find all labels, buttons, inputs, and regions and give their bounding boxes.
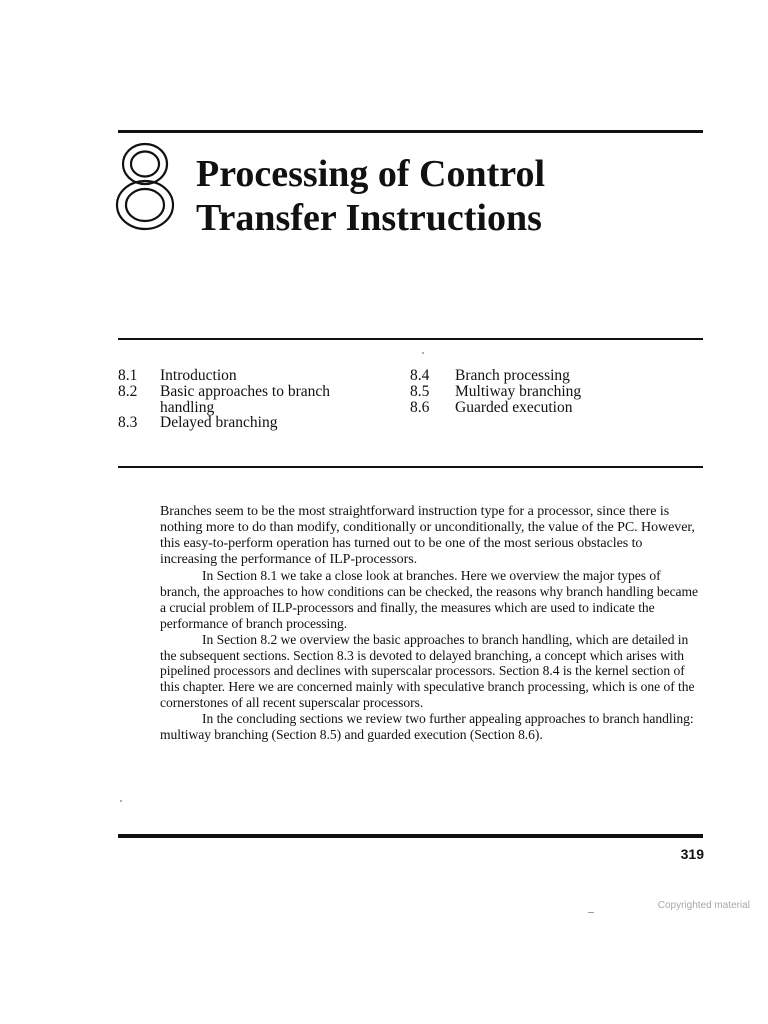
contents-item — [410, 368, 670, 384]
chapter-title — [196, 152, 696, 240]
contents-list-right — [410, 368, 670, 415]
section-title: Guarded execution — [455, 398, 573, 416]
chapter-number-outline — [112, 140, 178, 232]
section-title: Delayed branching — [160, 414, 278, 432]
contents-list-left — [118, 368, 378, 431]
intro-paragraph: Branches seem to be the most straightforward instruction type for a processor, since there is nothing more to do than modify, conditionally or unconditionally, the value of the PC. However, this easy-to-perform operation has turned out to be one of the most serious obstacles to increasing the performance of ILP-processors. — [160, 504, 695, 567]
contents-item — [410, 400, 670, 416]
chapter-title-line-1: Processing of Control — [196, 153, 546, 195]
contents-item — [118, 415, 378, 431]
section-number: 8.4 — [410, 367, 430, 384]
scan-speck — [120, 800, 122, 802]
section-number: 8.6 — [410, 398, 430, 416]
section-number: 8.3 — [118, 414, 138, 432]
scan-speck — [588, 912, 594, 913]
contents-item — [118, 384, 378, 416]
bottom-rule — [118, 834, 703, 838]
section-number: 8.5 — [410, 382, 430, 400]
scan-speck — [422, 352, 424, 354]
contents-item — [118, 368, 378, 384]
intro-paragraph: In Section 8.1 we take a close look at branches. Here we overview the major types of branch, the approaches to how conditions can be checked, the reasons why branch handling became a crucial problem of ILP-processors and finally, the measures which are used to indicate the performance of branch processing. — [160, 568, 699, 631]
contents-bottom-rule — [118, 466, 703, 468]
section-title: Basic approaches to branch handling — [160, 382, 331, 416]
section-title: Introduction — [160, 367, 237, 384]
chapter-introduction — [160, 504, 700, 743]
intro-paragraph: In the concluding sections we review two further appealing approaches to branch handling: multiway branching (Section 8.5) and guarded execution (Section 8.6). — [160, 711, 694, 743]
contents-top-rule — [118, 338, 703, 340]
section-title: Branch processing — [455, 367, 570, 384]
contents-item — [410, 384, 670, 400]
page-number: 319 — [680, 846, 704, 862]
copyright-watermark: Copyrighted material — [657, 900, 750, 911]
top-rule — [118, 130, 703, 133]
section-number: 8.2 — [118, 382, 138, 400]
section-number: 8.1 — [118, 367, 138, 384]
chapter-title-line-2: Transfer Instructions — [196, 197, 542, 239]
section-title: Multiway branching — [455, 382, 582, 400]
intro-paragraph: In Section 8.2 we overview the basic approaches to branch handling, which are detailed in the subsequent sections. Section 8.3 is devoted to delayed branching, a concept which arises with pipelined processors and declines with superscalar processors. Section 8.4 is the kernel section of this chapter. Here we are concerned mainly with speculative branch processing, which is one of the cornerstones of all recent superscalar processors. — [160, 631, 695, 711]
